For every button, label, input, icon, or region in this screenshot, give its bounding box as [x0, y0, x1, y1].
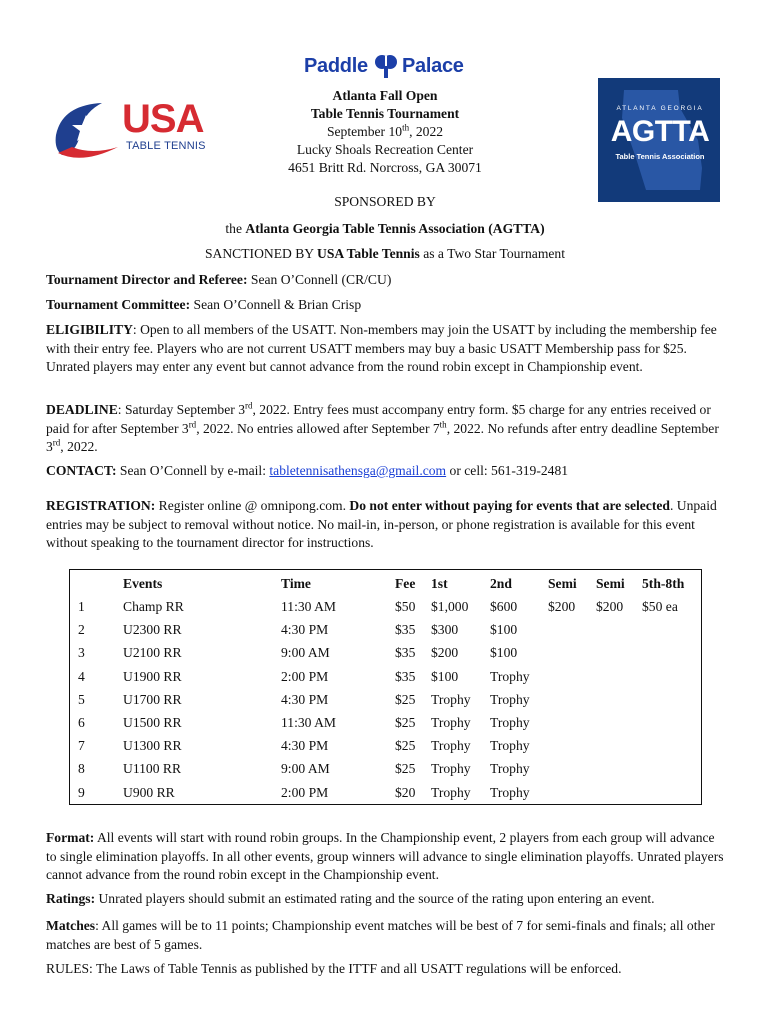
event-time: 2:00 PM — [281, 784, 329, 800]
header-fifth-eighth: 5th-8th — [642, 576, 685, 591]
registration-paragraph: REGISTRATION: Register online @ omnipong.com. Do not enter without paying for events that are selected. Unpaid entries may be subject to removal without notice. No mail-in, in-person, or phone registration is available for this event without speaking to the tournament director for instructions. — [46, 498, 717, 550]
matches-paragraph: Matches: All games will be to 11 points; Championship event matches will be best of 7 for semi-finals and finals; all other matches are best of 5 games. — [46, 918, 715, 952]
prize-semi-2: $200 — [596, 599, 624, 614]
paddle-palace-left-text: Paddle — [304, 55, 368, 77]
prize-first: Trophy — [431, 738, 471, 754]
prize-first: Trophy — [431, 691, 471, 707]
prize-first: Trophy — [431, 715, 471, 730]
event-time: 2:00 PM — [281, 668, 329, 684]
prize-second: $100 — [490, 645, 518, 661]
event-fee: $35 — [395, 622, 416, 638]
rules-paragraph: RULES: The Laws of Table Tennis as published by the ITTF and all USATT regulations will be enforced. — [46, 961, 622, 976]
header-fee: Fee — [395, 576, 416, 591]
header-semi-2: Semi — [596, 576, 625, 591]
sponsor-line: the Atlanta Georgia Table Tennis Association (AGTTA) — [225, 221, 545, 236]
format-paragraph: Format: All events will start with round robin groups. In the Championship event, 2 players from each group will advance to single elimination playoffs. In all other events, group winners will advance to single elimination playoffs. Unrated players cannot advance from the round robin except in the Championship event. — [46, 830, 724, 882]
table-row — [70, 622, 703, 645]
event-time: 4:30 PM — [281, 691, 329, 707]
event-time: 11:30 AM — [281, 599, 337, 614]
header-second: 2nd — [490, 576, 512, 591]
events-table-header — [70, 576, 703, 599]
prize-first: $100 — [431, 668, 459, 684]
table-row — [70, 738, 703, 761]
prize-second: $600 — [490, 599, 518, 614]
prize-second: $100 — [490, 622, 518, 638]
table-row — [70, 761, 703, 784]
agtta-top-text: ATLANTA GEORGIA — [616, 105, 704, 112]
event-fee: $35 — [395, 645, 416, 661]
event-fee: $35 — [395, 668, 416, 684]
tournament-title: Atlanta Fall Open — [332, 88, 438, 103]
event-name: U1700 RR — [123, 691, 182, 707]
ratings-paragraph: Ratings: Unrated players should submit an estimated rating and the source of the rating upon entering an event. — [46, 891, 655, 906]
header-first: 1st — [431, 576, 448, 591]
table-row — [70, 669, 703, 692]
event-fee: $25 — [395, 738, 416, 754]
event-time: 11:30 AM — [281, 715, 337, 730]
row-number: 6 — [78, 715, 85, 730]
prize-first: $300 — [431, 622, 459, 638]
table-row — [70, 692, 703, 715]
prize-second: Trophy — [490, 738, 530, 754]
usa-logo-big-text: USA — [122, 97, 204, 141]
header-events: Events — [123, 576, 163, 591]
event-name: U2300 RR — [123, 622, 182, 638]
event-time: 9:00 AM — [281, 761, 330, 777]
prize-second: Trophy — [490, 784, 530, 800]
usa-logo-small-text: TABLE TENNIS — [126, 140, 206, 152]
event-name: U1900 RR — [123, 668, 182, 684]
sanction-line: SANCTIONED BY USA Table Tennis as a Two Star Tournament — [204, 246, 566, 261]
prize-first: $1,000 — [431, 599, 469, 614]
event-time: 4:30 PM — [281, 622, 329, 638]
event-fee: $25 — [395, 761, 416, 777]
sponsored-by-heading: SPONSORED BY — [334, 194, 436, 209]
row-number: 3 — [78, 645, 85, 661]
row-number: 7 — [78, 738, 85, 754]
prize-semi-1: $200 — [548, 599, 576, 614]
eligibility-paragraph: ELIGIBILITY: Open to all members of the USATT. Non-members may join the USATT by including the membership fee with their entry fee. Players who are not current USATT members may buy a basic USATT Membership pass for $25. Unrated players may enter any event but cannot advance from the round robin except in Championship event. — [46, 322, 717, 374]
event-fee: $25 — [395, 691, 416, 707]
row-number: 5 — [78, 691, 85, 707]
prize-second: Trophy — [490, 761, 530, 777]
event-fee: $50 — [395, 599, 416, 614]
deadline-paragraph: DEADLINE: Saturday September 3rd, 2022. Entry fees must accompany entry form. $5 charge for any entries received or paid for after September 3rd, 2022. No entries allowed after September 7th, 2022. No refunds after entry deadline September 3rd, 2022. — [46, 400, 719, 454]
tournament-subtitle: Table Tennis Tournament — [310, 106, 460, 121]
paddle-palace-logo — [300, 52, 470, 82]
contact-line: CONTACT: Sean O’Connell by e-mail: tabletennisathensga@gmail.com or cell: 561-319-2481 — [46, 463, 569, 478]
paddle-palace-right-text: Palace — [402, 55, 464, 77]
prize-first: Trophy — [431, 784, 471, 800]
row-number: 4 — [78, 668, 85, 684]
venue-address: 4651 Britt Rd. Norcross, GA 30071 — [288, 160, 482, 175]
prize-second: Trophy — [490, 691, 530, 707]
director-line: Tournament Director and Referee: Sean O’Connell (CR/CU) — [46, 272, 392, 287]
row-number: 8 — [78, 761, 85, 777]
event-fee: $25 — [395, 715, 416, 730]
committee-line: Tournament Committee: Sean O’Connell & Brian Crisp — [46, 297, 362, 312]
header-semi-1: Semi — [548, 576, 577, 591]
event-name: U1300 RR — [123, 738, 182, 754]
prize-first: $200 — [431, 645, 459, 661]
table-row — [70, 715, 703, 738]
prize-fifth-eighth: $50 ea — [642, 599, 678, 614]
agtta-bottom-text: Table Tennis Association — [615, 152, 705, 161]
event-name: U2100 RR — [123, 645, 182, 661]
contact-email-link[interactable]: tabletennisathensga@gmail.com — [269, 463, 447, 478]
table-row — [70, 599, 703, 622]
event-name: Champ RR — [123, 599, 184, 614]
event-fee: $20 — [395, 784, 416, 800]
event-time: 4:30 PM — [281, 738, 329, 754]
events-table — [69, 569, 702, 805]
event-name: U900 RR — [123, 784, 175, 800]
venue-name: Lucky Shoals Recreation Center — [296, 142, 474, 157]
prize-second: Trophy — [490, 715, 530, 730]
row-number: 1 — [78, 599, 85, 614]
table-row — [70, 785, 703, 808]
row-number: 9 — [78, 784, 85, 800]
table-row — [70, 645, 703, 668]
paddle-icon — [373, 52, 399, 80]
agtta-big-text: AGTTA — [610, 115, 710, 148]
event-name: U1500 RR — [123, 715, 182, 730]
row-number: 2 — [78, 622, 85, 638]
tournament-date: September 10th, 2022 — [326, 122, 444, 139]
prize-first: Trophy — [431, 761, 471, 777]
event-time: 9:00 AM — [281, 645, 330, 661]
prize-second: Trophy — [490, 668, 530, 684]
header-time: Time — [281, 576, 311, 591]
event-name: U1100 RR — [123, 761, 182, 777]
